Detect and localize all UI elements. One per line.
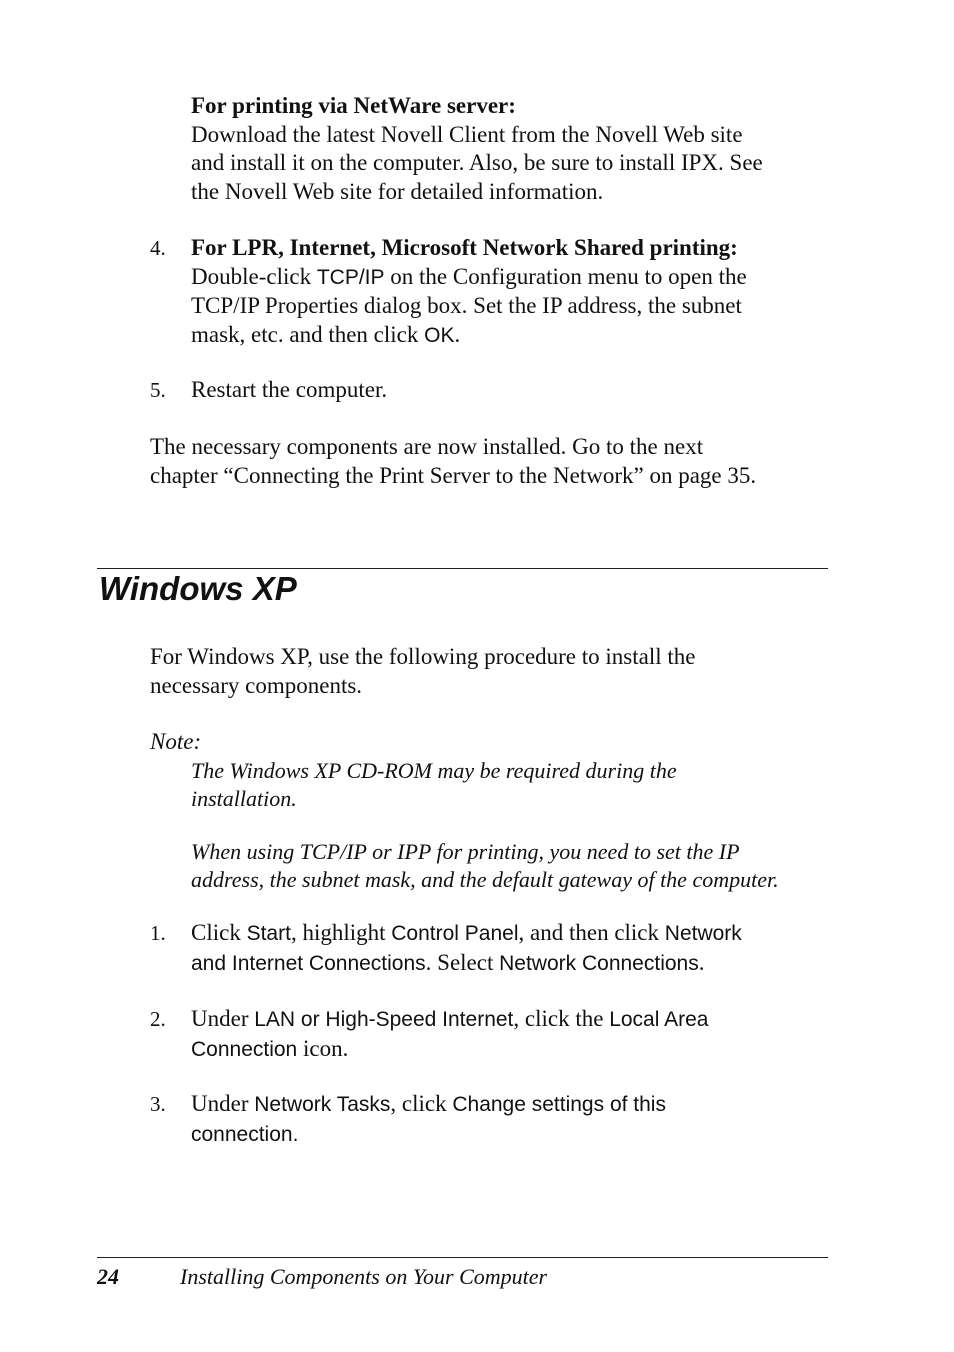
ui-term-change-settings: Change settings of this: [452, 1093, 666, 1116]
chapter-title: Installing Components on Your Computer: [180, 1264, 548, 1289]
note-label: Note:: [150, 729, 202, 754]
note-line: When using TCP/IP or IPP for printing, you need to set the IP: [191, 839, 740, 864]
step-4-text: on the Configuration menu to open the: [384, 263, 747, 289]
ui-term-control-panel: Control Panel: [391, 922, 519, 945]
step-text: , click: [390, 1091, 453, 1116]
xp-step-1: [191, 919, 742, 978]
ui-term-lan: LAN or High-Speed Internet: [254, 1008, 514, 1031]
step-4-number: 4.: [150, 236, 166, 260]
step-text: Under: [191, 1091, 255, 1116]
step-text: icon.: [297, 1035, 349, 1061]
note-line: address, the subnet mask, and the default gateway of the computer.: [191, 867, 779, 892]
step-4-line-1: [191, 263, 747, 293]
xp-step-2-number: 2.: [150, 1007, 166, 1031]
step-text: Click: [191, 920, 247, 945]
step-4-line-3: [191, 321, 747, 351]
section-title: Windows XP: [99, 570, 297, 607]
step-4-heading: For LPR, Internet, Microsoft Network Shared printing:: [191, 235, 738, 260]
intro-paragraph: [150, 643, 695, 700]
xp-step-1-number: 1.: [150, 921, 166, 945]
intro-line-2: necessary components.: [150, 672, 363, 698]
ui-term-connection: connection.: [191, 1122, 299, 1146]
xp-step-2-line-2: [191, 1035, 708, 1065]
netware-heading: For printing via NetWare server:: [191, 93, 516, 118]
ui-term-network-connections: Network Connections: [499, 951, 699, 975]
xp-step-1-line-2: [191, 949, 742, 979]
ui-term-network: Network: [664, 922, 742, 945]
step-text: , highlight: [290, 920, 392, 945]
step-text: .: [698, 949, 705, 975]
step-5-number: 5.: [150, 378, 166, 402]
step-text: , and then click: [518, 920, 665, 945]
intro-line-1: For Windows XP, use the following procedure to install the: [150, 644, 696, 669]
ui-term-network-tasks: Network Tasks: [254, 1093, 391, 1116]
xp-step-3: [191, 1090, 666, 1149]
ui-term-internet-connections: and Internet Connections: [191, 951, 426, 975]
netware-line-2: and install it on the computer. Also, be sure to install IPX. See: [191, 150, 763, 175]
xp-step-3-number: 3.: [150, 1092, 166, 1116]
ui-term-ok: OK: [424, 323, 455, 347]
step-text: . Select: [425, 949, 500, 975]
step-text: Under: [191, 1006, 255, 1031]
xp-step-1-line-1: [191, 919, 742, 949]
note-line: installation.: [191, 786, 297, 811]
step-4-text: mask, etc. and then click: [191, 321, 425, 347]
ui-term-tcpip: TCP/IP: [316, 265, 385, 289]
page-number: 24: [97, 1264, 119, 1289]
footer-divider: [97, 1257, 828, 1258]
summary-line-2: chapter “Connecting the Print Server to the Network” on page 35.: [150, 462, 757, 488]
ui-term-local-area: Local Area: [609, 1008, 709, 1031]
ui-term-connection: Connection: [191, 1037, 298, 1061]
step-4-line-2: TCP/IP Properties dialog box. Set the IP address, the subnet: [191, 293, 742, 318]
note-line: The Windows XP CD-ROM may be required during the: [191, 758, 677, 783]
step-4: [191, 234, 747, 350]
step-text: , click the: [513, 1006, 610, 1031]
step-5-text: Restart the computer.: [191, 377, 388, 402]
note-paragraph-2: [191, 838, 779, 894]
ui-term-start: Start: [246, 922, 291, 945]
step-4-text: .: [454, 321, 461, 347]
netware-section: [191, 92, 763, 206]
summary-paragraph: [150, 433, 756, 490]
xp-step-2: [191, 1005, 708, 1064]
xp-step-3-line-2: [191, 1120, 666, 1150]
netware-line-3: the Novell Web site for detailed information.: [191, 178, 604, 204]
note-paragraph-1: [191, 757, 677, 813]
xp-step-2-line-1: [191, 1005, 708, 1035]
step-4-text: Double-click: [191, 263, 317, 289]
netware-line-1: Download the latest Novell Client from the Novell Web site: [191, 121, 743, 147]
summary-line-1: The necessary components are now installed. Go to the next: [150, 434, 704, 459]
step-5: [191, 376, 387, 405]
xp-step-3-line-1: [191, 1090, 666, 1120]
